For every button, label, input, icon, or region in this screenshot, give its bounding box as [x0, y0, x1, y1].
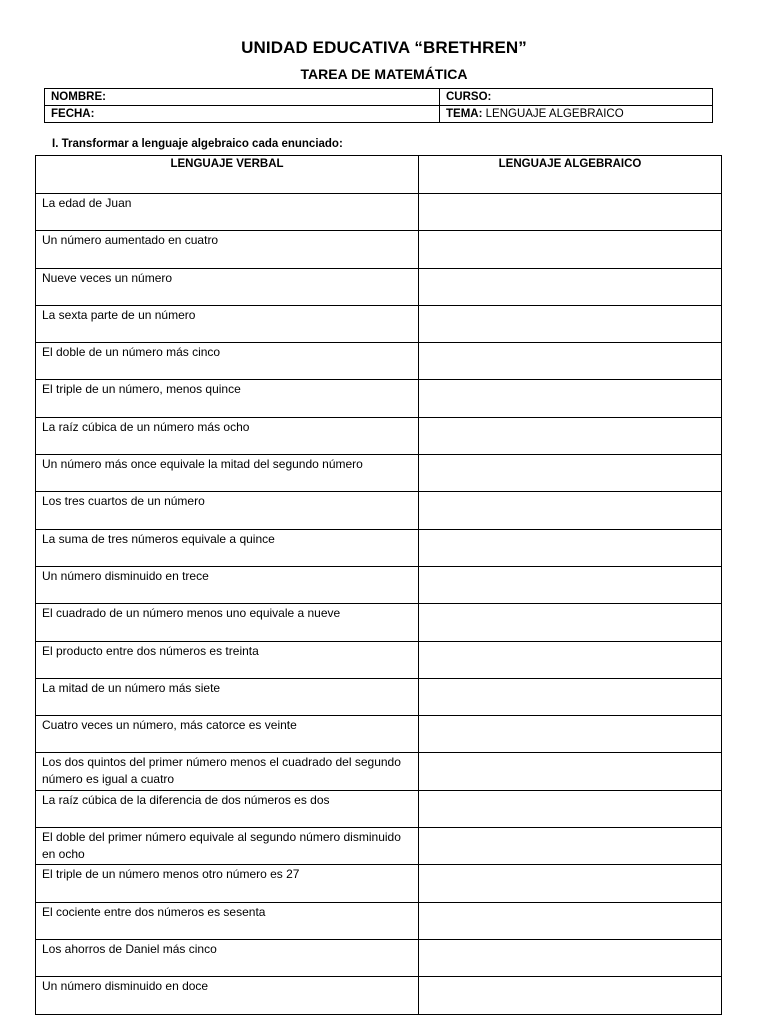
algebraic-answer-cell[interactable]	[419, 828, 722, 865]
verbal-statement: El producto entre dos números es treinta	[36, 641, 419, 678]
tema-value: LENGUAJE ALGEBRAICO	[485, 108, 624, 120]
table-row	[36, 865, 722, 902]
algebraic-answer-cell[interactable]	[419, 641, 722, 678]
algebraic-answer-cell[interactable]	[419, 455, 722, 492]
table-row	[36, 455, 722, 492]
algebraic-answer-cell[interactable]	[419, 902, 722, 939]
exercise-header-row	[36, 156, 722, 194]
algebraic-answer-cell[interactable]	[419, 604, 722, 641]
table-row	[36, 492, 722, 529]
table-row	[36, 268, 722, 305]
verbal-statement: El triple de un número menos otro número es 27	[36, 865, 419, 902]
table-row	[36, 641, 722, 678]
verbal-statement: Los ahorros de Daniel más cinco	[36, 939, 419, 976]
table-row	[36, 790, 722, 827]
verbal-statement: La raíz cúbica de un número más ocho	[36, 417, 419, 454]
verbal-statement: El cociente entre dos números es sesenta	[36, 902, 419, 939]
fecha-field[interactable]: FECHA:	[45, 106, 440, 123]
table-row	[36, 305, 722, 342]
algebraic-answer-cell[interactable]	[419, 380, 722, 417]
algebraic-answer-cell[interactable]	[419, 977, 722, 1014]
table-row	[36, 828, 722, 865]
algebraic-answer-cell[interactable]	[419, 753, 722, 790]
table-row	[36, 753, 722, 790]
instruction-text: I. Transformar a lenguaje algebraico cada enunciado:	[52, 138, 343, 150]
algebraic-answer-cell[interactable]	[419, 716, 722, 753]
table-row	[36, 231, 722, 268]
exercise-table	[35, 155, 722, 1015]
tema-field	[440, 106, 713, 123]
algebraic-answer-cell[interactable]	[419, 268, 722, 305]
table-row	[36, 678, 722, 715]
algebraic-answer-cell[interactable]	[419, 939, 722, 976]
verbal-statement: La suma de tres números equivale a quince	[36, 529, 419, 566]
school-title: UNIDAD EDUCATIVA “BRETHREN”	[241, 38, 527, 57]
table-row	[36, 529, 722, 566]
verbal-statement: El doble de un número más cinco	[36, 343, 419, 380]
verbal-statement: Cuatro veces un número, más catorce es veinte	[36, 716, 419, 753]
algebraic-answer-cell[interactable]	[419, 790, 722, 827]
exercise-body	[36, 194, 722, 1015]
nombre-field[interactable]: NOMBRE:	[45, 89, 440, 106]
table-row	[36, 380, 722, 417]
algebraic-answer-cell[interactable]	[419, 678, 722, 715]
verbal-statement: Un número disminuido en trece	[36, 566, 419, 603]
algebraic-answer-cell[interactable]	[419, 417, 722, 454]
algebraic-answer-cell[interactable]	[419, 865, 722, 902]
table-row	[36, 939, 722, 976]
algebraic-answer-cell[interactable]	[419, 566, 722, 603]
verbal-statement: Un número disminuido en doce	[36, 977, 419, 1014]
column-header-verbal: LENGUAJE VERBAL	[36, 156, 419, 194]
algebraic-answer-cell[interactable]	[419, 231, 722, 268]
verbal-statement: El doble del primer número equivale al segundo número disminuido en ocho	[36, 828, 419, 865]
algebraic-answer-cell[interactable]	[419, 305, 722, 342]
verbal-statement: La mitad de un número más siete	[36, 678, 419, 715]
verbal-statement: Un número aumentado en cuatro	[36, 231, 419, 268]
verbal-statement: Los tres cuartos de un número	[36, 492, 419, 529]
verbal-statement: El cuadrado de un número menos uno equivale a nueve	[36, 604, 419, 641]
verbal-statement: Los dos quintos del primer número menos el cuadrado del segundo número es igual a cuatro	[36, 753, 419, 790]
table-row	[36, 902, 722, 939]
verbal-statement: El triple de un número, menos quince	[36, 380, 419, 417]
info-row-2	[45, 106, 713, 123]
verbal-statement: La raíz cúbica de la diferencia de dos números es dos	[36, 790, 419, 827]
column-header-algebraic: LENGUAJE ALGEBRAICO	[419, 156, 722, 194]
table-row	[36, 343, 722, 380]
student-info-table	[44, 88, 713, 123]
algebraic-answer-cell[interactable]	[419, 194, 722, 231]
table-row	[36, 417, 722, 454]
tema-label: TEMA:	[446, 108, 483, 120]
verbal-statement: La edad de Juan	[36, 194, 419, 231]
task-title: TAREA DE MATEMÁTICA	[300, 66, 468, 82]
algebraic-answer-cell[interactable]	[419, 343, 722, 380]
info-row-1	[45, 89, 713, 106]
algebraic-answer-cell[interactable]	[419, 492, 722, 529]
table-row	[36, 194, 722, 231]
curso-field[interactable]: CURSO:	[440, 89, 713, 106]
verbal-statement: Un número más once equivale la mitad del segundo número	[36, 455, 419, 492]
table-row	[36, 716, 722, 753]
table-row	[36, 977, 722, 1014]
table-row	[36, 604, 722, 641]
algebraic-answer-cell[interactable]	[419, 529, 722, 566]
verbal-statement: Nueve veces un número	[36, 268, 419, 305]
table-row	[36, 566, 722, 603]
verbal-statement: La sexta parte de un número	[36, 305, 419, 342]
